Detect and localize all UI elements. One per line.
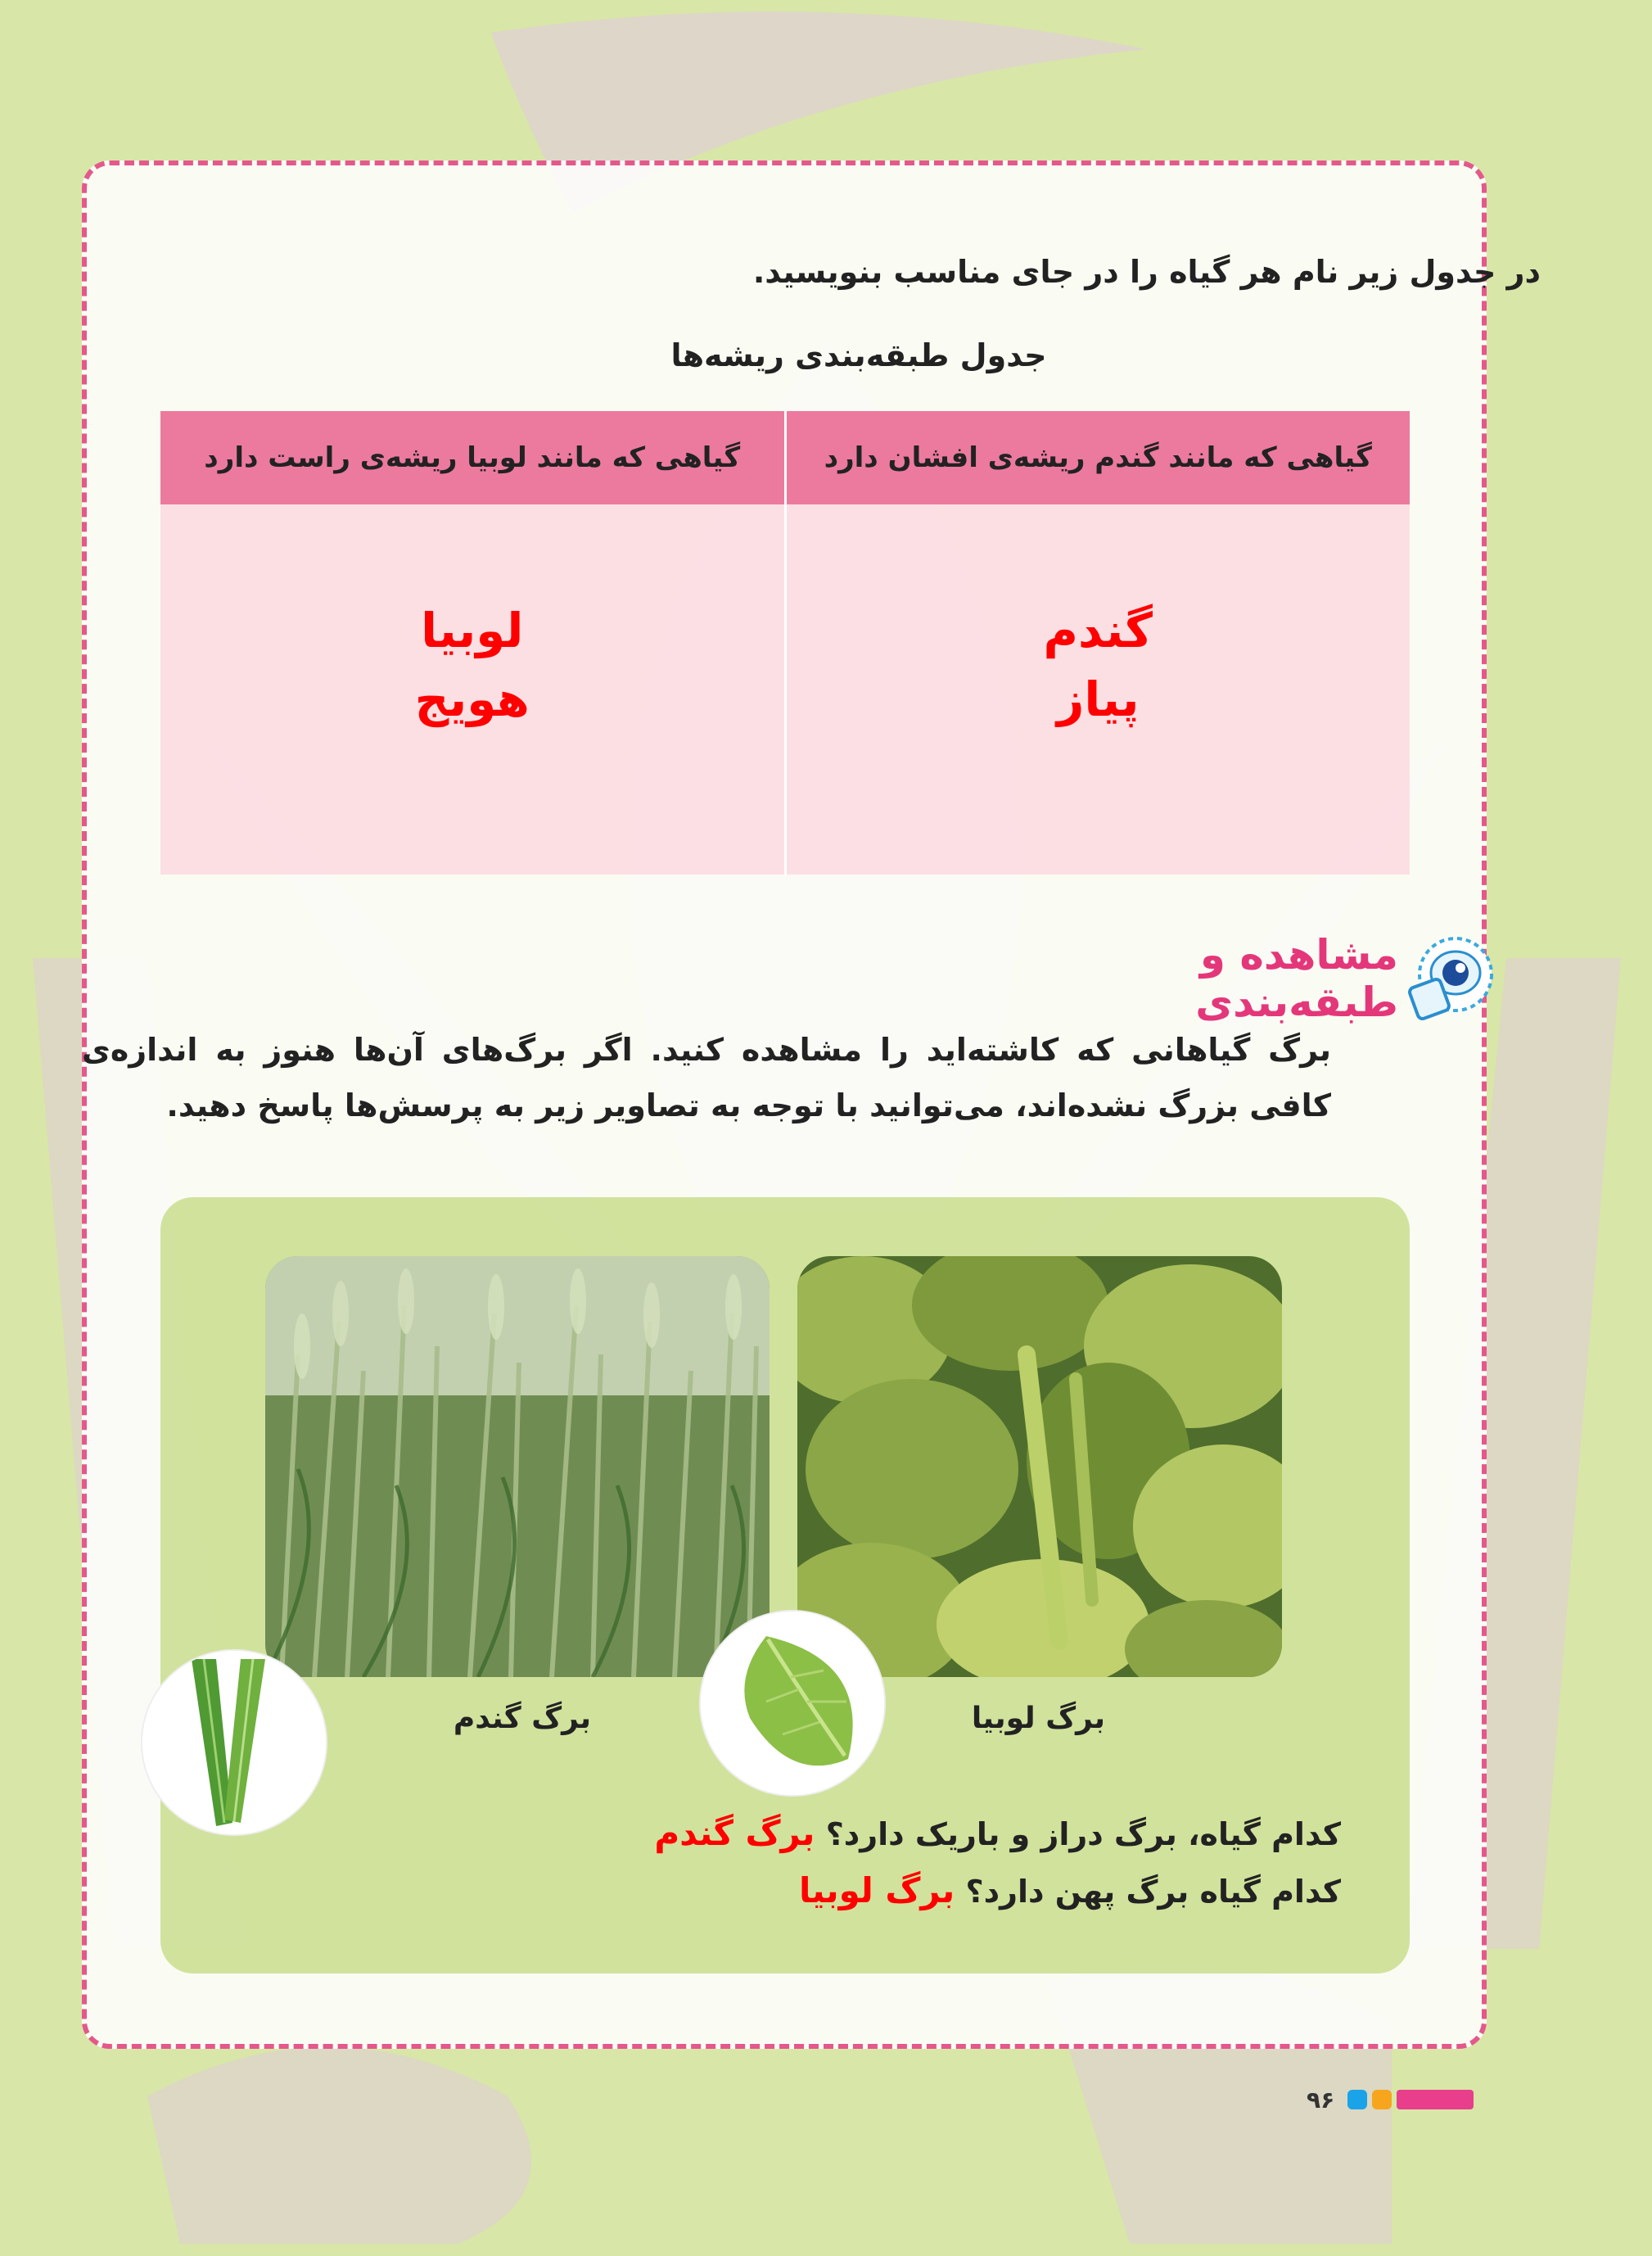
footer-orange-square bbox=[1372, 2090, 1392, 2109]
question-answer: برگ لوبیا bbox=[798, 1870, 955, 1910]
leaf-comparison-panel bbox=[160, 1197, 1410, 1973]
eye-magnifier-icon bbox=[1401, 934, 1500, 1024]
answer-item: پیاز bbox=[1056, 671, 1140, 727]
wheat-leaf-closeup bbox=[142, 1651, 326, 1834]
section-heading bbox=[1005, 931, 1415, 1026]
bean-plant-photo bbox=[797, 1256, 1282, 1677]
instruction-text: در جدول زیر نام هر گیاه را در جای مناسب بنویسید. bbox=[752, 254, 1541, 290]
wheat-plant-photo bbox=[265, 1256, 770, 1677]
table-header-fibrous: گیاهی که مانند گندم ریشه‌ی افشان دارد bbox=[787, 411, 1411, 504]
table-cell-fibrous bbox=[787, 504, 1411, 875]
table-cell-taproot bbox=[160, 504, 784, 875]
page-footer bbox=[1307, 2083, 1474, 2116]
question-answer: برگ گندم bbox=[654, 1813, 815, 1853]
answer-item: گندم bbox=[1043, 603, 1153, 658]
table-column-taproot bbox=[160, 411, 787, 875]
table-column-fibrous bbox=[787, 411, 1411, 875]
root-classification-table bbox=[160, 411, 1410, 875]
answer-item: هویج bbox=[414, 671, 530, 727]
wheat-leaf-caption: برگ گندم bbox=[453, 1702, 591, 1735]
question-text: کدام گیاه برگ پهن دارد؟ bbox=[965, 1874, 1341, 1910]
bean-leaf-caption: برگ لوبیا bbox=[971, 1702, 1105, 1735]
answer-item: لوبیا bbox=[421, 603, 524, 658]
question-row bbox=[799, 1870, 1341, 1910]
bean-leaf-closeup bbox=[701, 1612, 884, 1795]
footer-pink-bar bbox=[1397, 2090, 1474, 2109]
table-header-taproot: گیاهی که مانند لوبیا ریشه‌ی راست دارد bbox=[160, 411, 784, 504]
table-title: جدول طبقه‌بندی ریشه‌ها bbox=[670, 337, 1047, 373]
question-row bbox=[654, 1813, 1341, 1853]
footer-blue-square bbox=[1347, 2090, 1367, 2109]
section-paragraph: برگ گیاهانی که کاشته‌اید را مشاهده کنید. اگر برگ‌های آن‌ها هنوز به اندازه‌ی کافی بزرگ نشده‌اند، می‌توانید با توجه به تصاویر زیر به پرسش‌ها پاسخ دهید. bbox=[82, 1032, 1331, 1123]
section-title: مشاهده و طبقه‌بندی bbox=[1195, 931, 1398, 1026]
page-number: ۹۶ bbox=[1307, 2086, 1335, 2114]
question-text: کدام گیاه، برگ دراز و باریک دارد؟ bbox=[825, 1816, 1341, 1852]
